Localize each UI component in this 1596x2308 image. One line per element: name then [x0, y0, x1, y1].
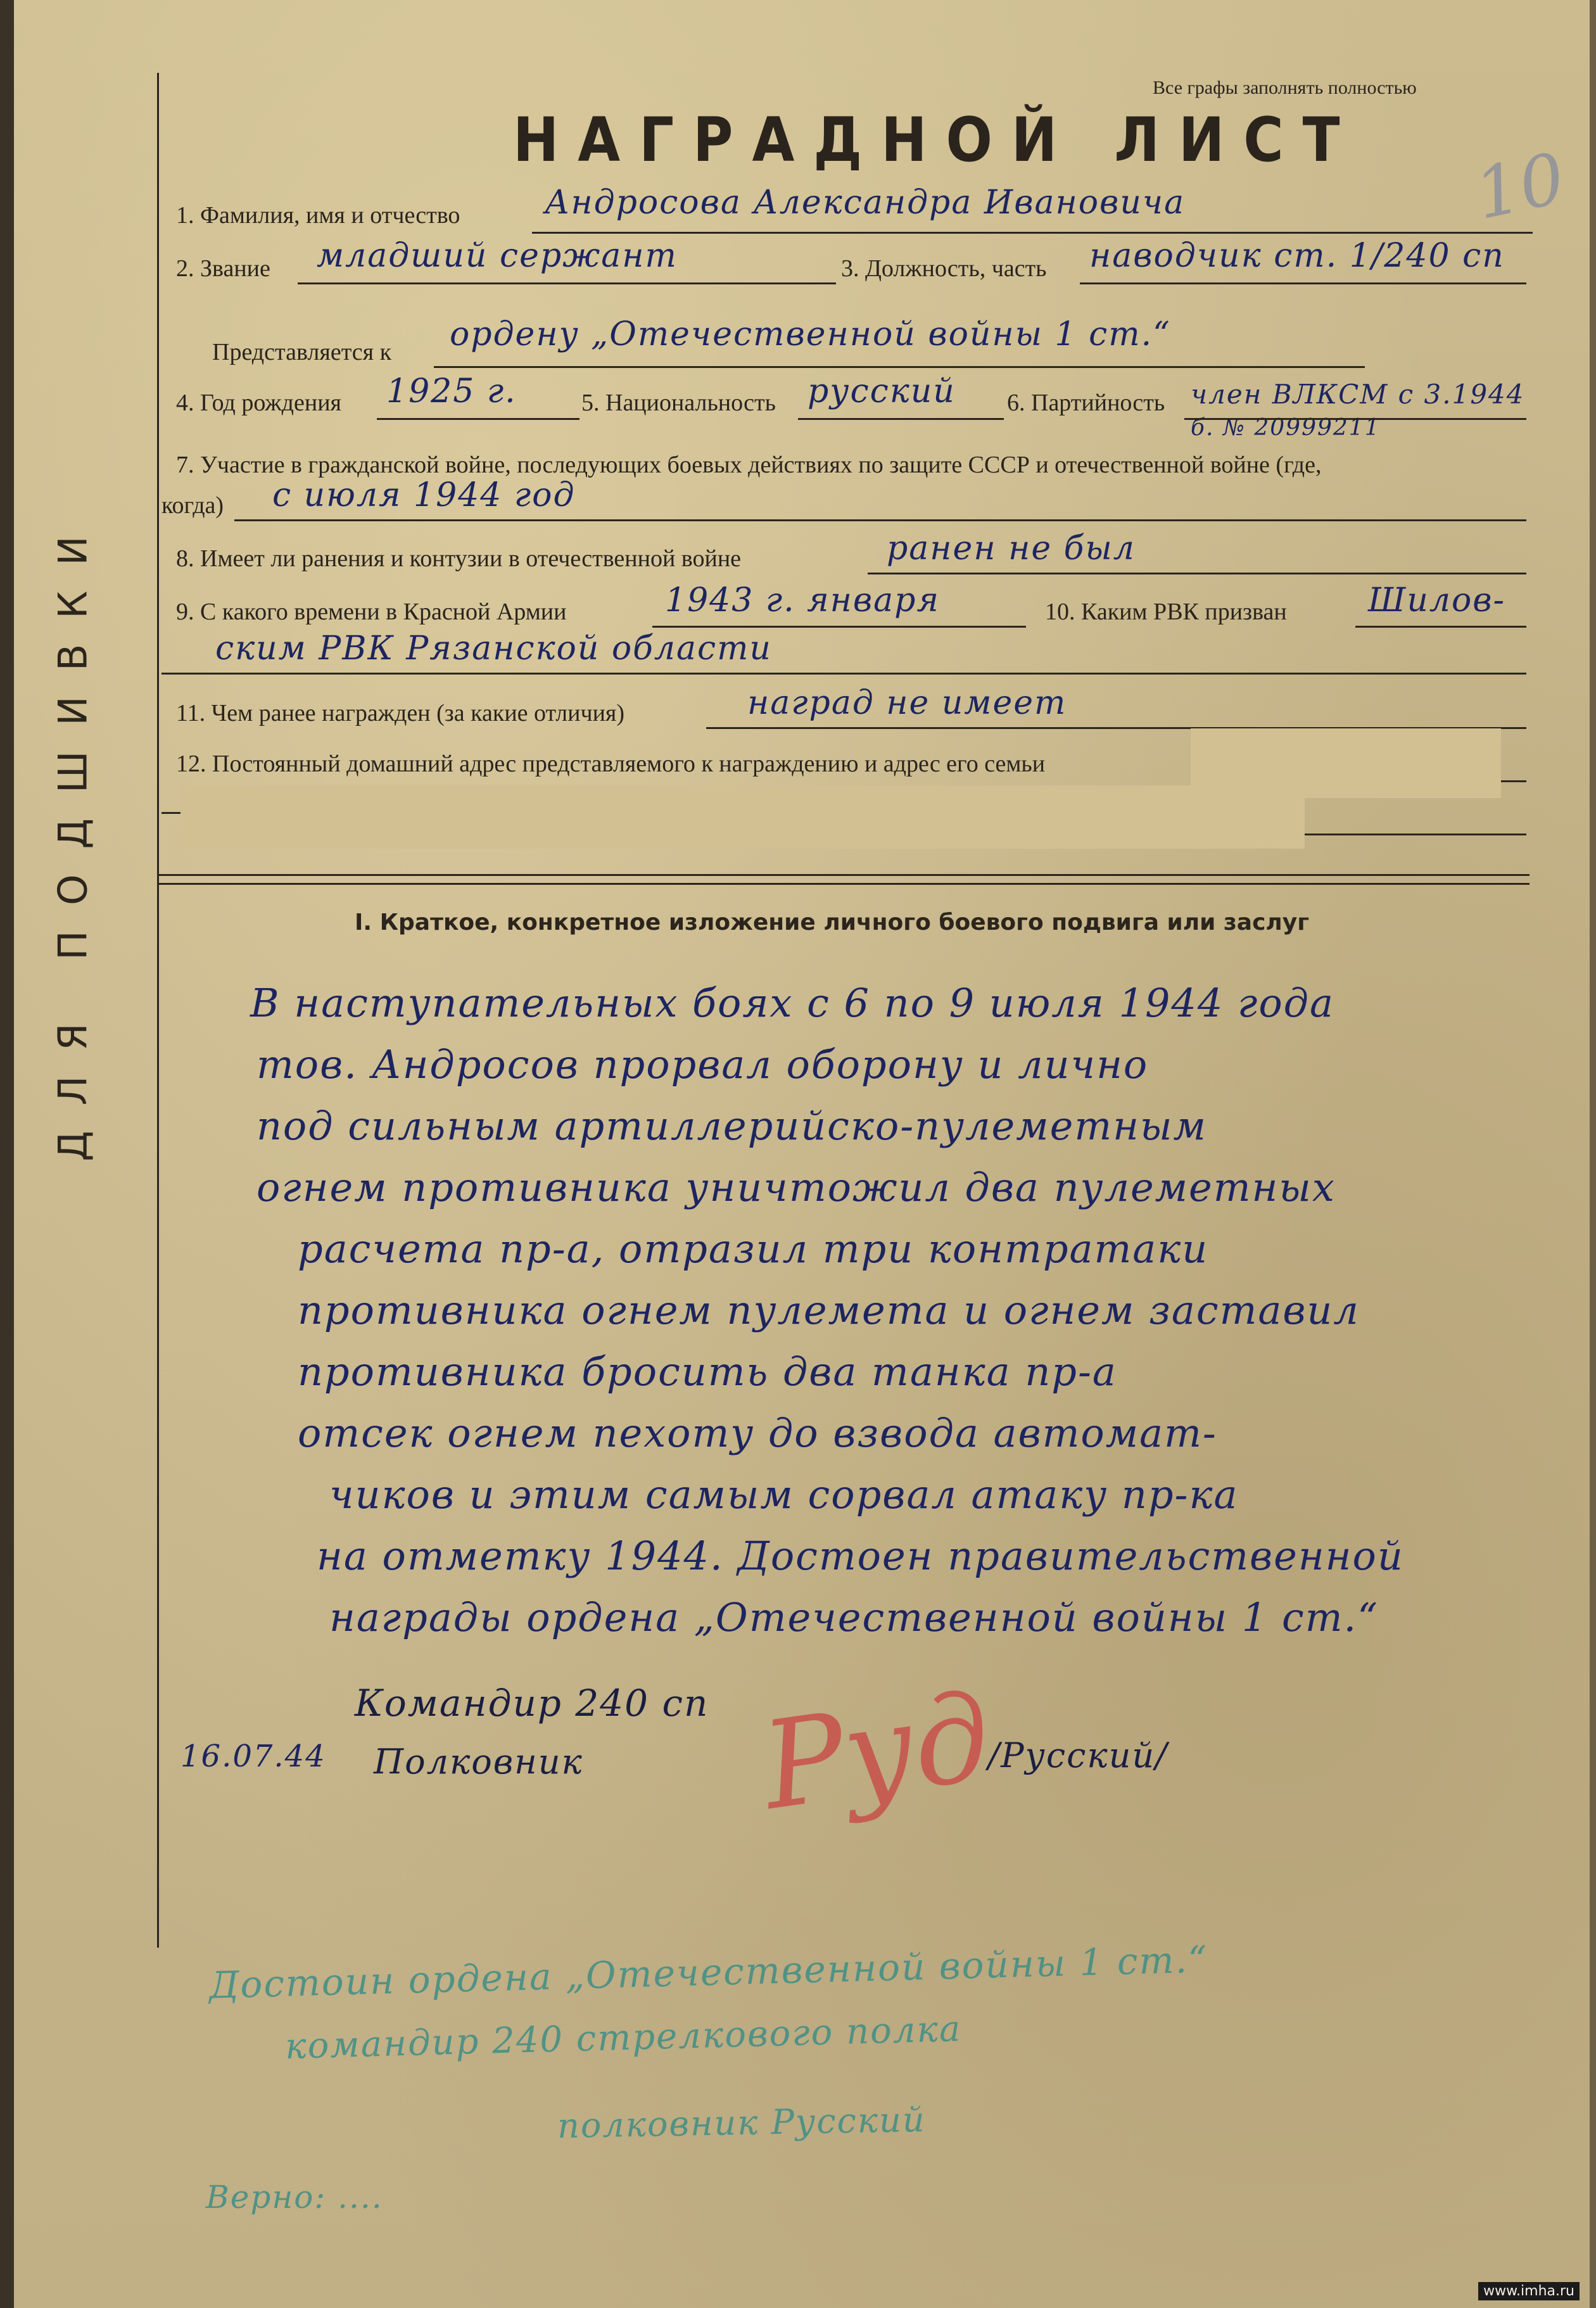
rule: [652, 626, 1026, 628]
field-6-ticket: б. № 20999211: [1191, 415, 1381, 441]
field-10-label: 10. Каким РВК призван: [1045, 599, 1287, 625]
story-line: В наступательных боях с 6 по 9 июля 1944 года: [250, 980, 1334, 1026]
fill-instruction: Все графы заполнять полностью: [1153, 77, 1417, 98]
field-6-value: член ВЛКСМ с 3.1944: [1191, 379, 1525, 410]
field-7-label-cont: когда): [162, 492, 224, 519]
story-line: на отметку 1944. Достоен правительственной: [317, 1533, 1404, 1579]
rule: [434, 366, 1365, 368]
rule: [1501, 780, 1526, 782]
story-line: огнем противника уничтожил два пулеметных: [256, 1164, 1336, 1210]
story-line: тов. Андросов прорвал оборону и лично: [256, 1041, 1149, 1087]
present-value: ордену „Отечественной войны 1 ст.“: [450, 315, 1171, 353]
story-line: отсек огнем пехоту до взвода автомат-: [298, 1410, 1217, 1456]
rule: [1080, 282, 1526, 284]
green-note-4: Верно: ....: [206, 2179, 383, 2216]
field-9-label: 9. С какого времени в Красной Армии: [176, 599, 567, 625]
red-signature: Руд: [754, 1666, 999, 1837]
signature-rank: Полковник: [374, 1742, 583, 1782]
left-edge: [0, 0, 14, 2308]
document-title: НАГРАДНОЙ ЛИСТ: [513, 105, 1359, 175]
binding-margin-label: ДЛЯ ПОДШИВКИ: [49, 510, 96, 1162]
field-3-value: наводчик ст. 1/240 сп: [1089, 237, 1505, 275]
story-line: под сильным артиллерийско-пулеметным: [256, 1103, 1207, 1149]
rule: [234, 519, 1526, 521]
rule: [298, 282, 836, 284]
green-note-1: Достоин ордена „Отечественной войны 1 ст.“: [208, 1937, 1209, 2007]
field-7-value: с июля 1944 год: [272, 476, 576, 514]
section-rule: [158, 883, 1530, 885]
field-5-label: 5. Национальность: [581, 390, 776, 416]
field-8-value: ранен не был: [887, 529, 1136, 567]
signature-commander: Командир 240 сп: [355, 1682, 709, 1725]
field-8-label: 8. Имеет ли ранения и контузии в отечественной войне: [176, 545, 742, 572]
green-note-3: полковник Русский: [557, 2099, 927, 2146]
story-line: противника огнем пулемета и огнем заставил: [298, 1287, 1360, 1333]
field-2-label: 2. Звание: [176, 255, 270, 282]
rule: [162, 673, 1526, 675]
green-note-2: командир 240 стрелкового полка: [284, 2008, 963, 2067]
field-10-value: Шилов-: [1368, 581, 1506, 619]
field-12-label: 12. Постоянный домашний адрес представляемого к награждению и адрес его семьи: [176, 751, 1046, 777]
margin-rule: [157, 73, 159, 1948]
field-4-label: 4. Год рождения: [176, 390, 342, 416]
watermark: www.imha.ru: [1478, 2282, 1580, 2300]
rule: [532, 232, 1533, 234]
field-10-value-cont: ским РВК Рязанской области: [215, 630, 772, 668]
rule: [162, 812, 180, 814]
field-5-value: русский: [808, 372, 956, 410]
field-7-label: 7. Участие в гражданской войне, последующих боевых действиях по защите СССР и отечественной войне (где,: [176, 452, 1322, 478]
field-6-label: 6. Партийность: [1007, 390, 1165, 416]
field-1-label: 1. Фамилия, имя и отчество: [176, 202, 460, 229]
rule: [868, 573, 1526, 574]
rule: [1355, 626, 1526, 628]
rule: [1184, 418, 1526, 420]
rule: [1305, 834, 1526, 835]
story-line: противника бросить два танка пр-а: [298, 1348, 1117, 1395]
field-1-value: Андросова Александра Ивановича: [545, 184, 1186, 222]
right-edge: [1590, 0, 1596, 2308]
rule: [798, 418, 1004, 420]
section-rule: [158, 874, 1530, 876]
rule: [377, 418, 580, 420]
field-11-label: 11. Чем ранее награжден (за какие отличия): [176, 700, 625, 726]
section-title: I. Краткое, конкретное изложение личного боевого подвига или заслуг: [355, 910, 1310, 935]
field-2-value: младший сержант: [317, 237, 678, 275]
signature-date: 16.07.44: [180, 1739, 326, 1774]
story-line: чиков и этим самым сорвал атаку пр-ка: [329, 1471, 1239, 1518]
field-11-value: наград не имеет: [747, 684, 1067, 722]
present-label: Представляется к: [212, 339, 392, 365]
corner-mark: 10: [1468, 137, 1572, 236]
field-9-value: 1943 г. января: [665, 581, 940, 619]
redacted-address-2: [180, 785, 1305, 849]
field-4-value: 1925 г.: [386, 372, 517, 410]
signature-name: /Русский/: [988, 1735, 1168, 1775]
story-line: награды ордена „Отечественной войны 1 ст.“: [329, 1594, 1379, 1640]
story-line: расчета пр-а, отразил три контратаки: [298, 1226, 1209, 1272]
field-3-label: 3. Должность, часть: [841, 255, 1047, 282]
